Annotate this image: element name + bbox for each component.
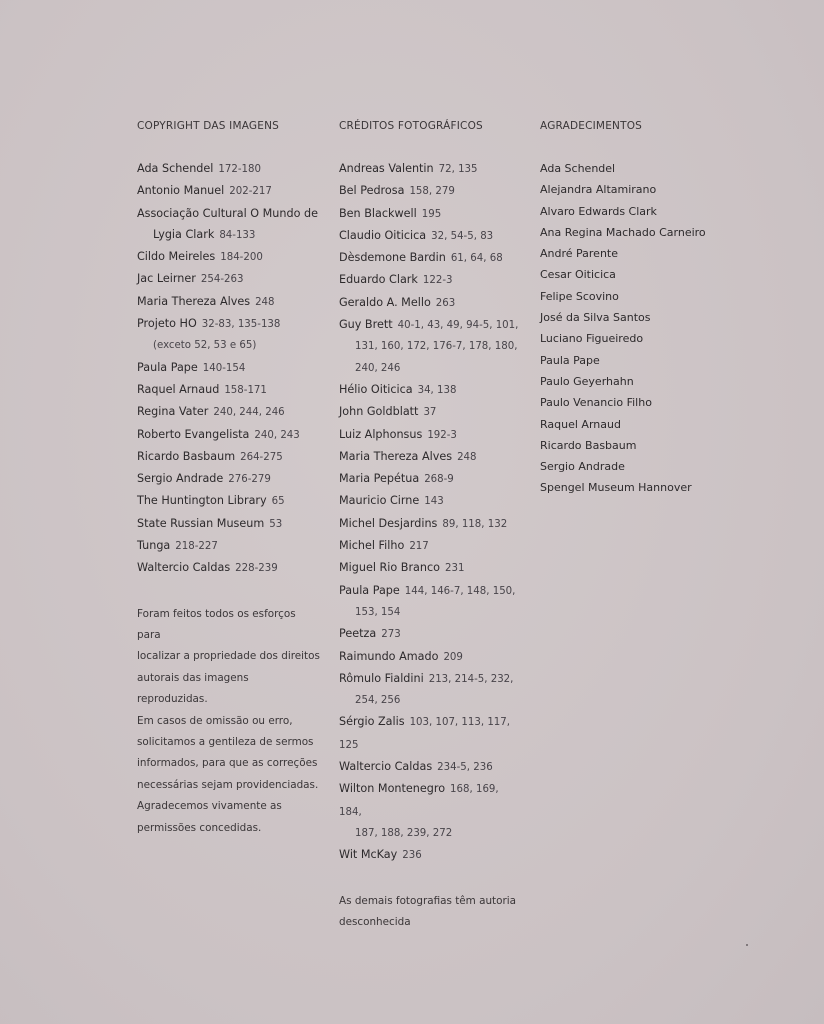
acknowledgement-name: Cesar Oiticica bbox=[540, 268, 616, 282]
entry-name: Roberto Evangelista bbox=[137, 427, 250, 441]
credit-entry bbox=[137, 203, 322, 224]
acknowledgement-name: Paulo Geyerhahn bbox=[540, 374, 634, 388]
entry-pages: 218-227 bbox=[175, 541, 218, 553]
credit-entry bbox=[137, 335, 322, 356]
entry-pages: 276-279 bbox=[228, 474, 271, 486]
entry-name: Raimundo Amado bbox=[339, 649, 439, 663]
entry-pages: 40-1, 43, 49, 94-5, 101, bbox=[397, 320, 519, 332]
credit-entry bbox=[339, 468, 524, 490]
entry-pages: 228-239 bbox=[235, 563, 278, 575]
entry-name: Andreas Valentin bbox=[339, 162, 434, 175]
credit-entry bbox=[339, 379, 524, 401]
credit-entry bbox=[339, 535, 524, 557]
credit-entry bbox=[137, 424, 322, 446]
credit-entry bbox=[339, 490, 524, 512]
credit-entry bbox=[339, 778, 524, 823]
entry-name: Projeto HO bbox=[137, 317, 197, 331]
entry-name: Regina Vater bbox=[137, 405, 209, 419]
credit-entry bbox=[137, 379, 322, 401]
entry-name: Cildo Meireles bbox=[137, 250, 216, 264]
acknowledgements-list bbox=[540, 158, 740, 499]
entry-name: Hélio Oiticica bbox=[339, 382, 413, 396]
credit-entry bbox=[339, 513, 524, 535]
entry-pages: 131, 160, 172, 176-7, 178, 180, bbox=[355, 341, 518, 353]
credit-entry bbox=[339, 247, 524, 269]
entry-name: Sergio Andrade bbox=[137, 472, 224, 486]
entry-pages: (exceto 52, 53 e 65) bbox=[153, 340, 257, 352]
credit-entry bbox=[137, 224, 322, 246]
entry-name: Luiz Alphonsus bbox=[339, 427, 423, 441]
credit-entry bbox=[339, 668, 524, 690]
entry-pages: 234-5, 236 bbox=[437, 762, 493, 774]
credit-entry bbox=[339, 646, 524, 668]
entry-pages: 254, 256 bbox=[355, 695, 401, 707]
acknowledgement-name: Sergio Andrade bbox=[540, 460, 625, 474]
entry-name: Rômulo Fialdini bbox=[339, 671, 424, 685]
entry-pages: 53 bbox=[269, 518, 283, 530]
entry-name: Ricardo Basbaum bbox=[137, 449, 236, 463]
credit-entry bbox=[339, 203, 524, 225]
copyright-heading: COPYRIGHT DAS IMAGENS bbox=[137, 120, 280, 132]
entry-pages: 158, 279 bbox=[409, 186, 455, 198]
entry-pages: 122-3 bbox=[422, 275, 453, 287]
credit-entry bbox=[339, 336, 524, 357]
entry-name: Guy Brett bbox=[339, 318, 393, 332]
entry-pages: 32-83, 135-138 bbox=[201, 319, 281, 331]
entry-name: Dèsdemone Bardin bbox=[339, 251, 446, 265]
entry-name: Antonio Manuel bbox=[137, 184, 225, 198]
credit-entry bbox=[137, 468, 322, 490]
credits-heading: CRÉDITOS FOTOGRÁFICOS bbox=[339, 120, 483, 132]
entry-pages: 236 bbox=[402, 850, 422, 862]
entry-pages: 263 bbox=[435, 297, 456, 309]
credit-entry bbox=[339, 844, 524, 866]
entry-pages: 34, 138 bbox=[417, 384, 457, 396]
credit-entry bbox=[339, 823, 524, 844]
entry-pages: 248 bbox=[255, 296, 275, 308]
entry-pages: 184-200 bbox=[220, 252, 263, 264]
entry-pages: 144, 146-7, 148, 150, bbox=[404, 585, 516, 597]
entry-name: Maria Pepétua bbox=[339, 472, 420, 486]
entry-name: The Huntington Library bbox=[137, 494, 267, 508]
credit-entry bbox=[137, 268, 322, 290]
entry-name: Associação Cultural O Mundo de bbox=[137, 206, 318, 220]
copyright-column bbox=[137, 117, 322, 839]
entry-pages: 217 bbox=[409, 541, 429, 553]
entry-pages: 72, 135 bbox=[438, 164, 478, 175]
copyright-list bbox=[137, 158, 322, 580]
credit-entry bbox=[339, 180, 524, 202]
credit-entry bbox=[137, 291, 322, 313]
credit-entry bbox=[137, 401, 322, 423]
entry-name: Mauricio Cirne bbox=[339, 494, 420, 508]
credit-entry bbox=[339, 269, 524, 291]
acknowledgement-name: Raquel Arnaud bbox=[540, 417, 621, 431]
credit-entry bbox=[339, 602, 524, 623]
entry-pages: 172-180 bbox=[218, 164, 261, 175]
entry-name: Bel Pedrosa bbox=[339, 184, 405, 198]
credit-entry bbox=[339, 292, 524, 314]
entry-pages: 153, 154 bbox=[355, 606, 401, 618]
entry-pages: 240, 243 bbox=[254, 429, 300, 441]
credit-entry bbox=[339, 711, 524, 756]
entry-pages: 240, 246 bbox=[355, 362, 401, 374]
acknowledgement-name: Luciano Figueiredo bbox=[540, 332, 644, 346]
entry-pages: 158-171 bbox=[224, 384, 267, 396]
entry-name: Geraldo A. Mello bbox=[339, 295, 431, 309]
acknowledgement-name: Alvaro Edwards Clark bbox=[540, 204, 657, 218]
acknowledgement-name: José da Silva Santos bbox=[540, 311, 651, 325]
credit-entry bbox=[339, 225, 524, 247]
credit-entry bbox=[339, 580, 524, 602]
credit-entry bbox=[137, 313, 322, 335]
credit-entry bbox=[339, 446, 524, 468]
entry-pages: 143 bbox=[424, 496, 444, 508]
entry-pages: 103, 107, 113, 117, 125 bbox=[339, 717, 511, 751]
entry-pages: 231 bbox=[445, 563, 465, 575]
entry-pages: 195 bbox=[421, 208, 442, 220]
credit-entry bbox=[137, 158, 322, 180]
entry-pages: 32, 54-5, 83 bbox=[431, 230, 494, 242]
entry-pages: 192-3 bbox=[427, 429, 457, 441]
entry-name: Paula Pape bbox=[339, 583, 400, 597]
acknowledgement-name: André Parente bbox=[540, 247, 619, 261]
credit-entry bbox=[137, 535, 322, 557]
entry-name: Peetza bbox=[339, 627, 377, 641]
entry-pages: 140-154 bbox=[202, 362, 246, 374]
acknowledgement-name: Ana Regina Machado Carneiro bbox=[540, 225, 706, 239]
entry-pages: 202-217 bbox=[229, 186, 272, 198]
entry-name: Maria Thereza Alves bbox=[339, 449, 453, 463]
credit-entry bbox=[137, 513, 322, 535]
entry-name: Michel Filho bbox=[339, 539, 405, 553]
entry-pages: 268-9 bbox=[424, 474, 454, 486]
credit-entry bbox=[339, 358, 524, 379]
acknowledgement-name: Alejandra Altamirano bbox=[540, 183, 657, 197]
credit-entry bbox=[339, 424, 524, 446]
entry-name: Eduardo Clark bbox=[339, 273, 418, 287]
entry-name: Wilton Montenegro bbox=[339, 782, 446, 796]
entry-pages: 65 bbox=[271, 496, 285, 508]
entry-pages: 213, 214-5, 232, bbox=[428, 673, 514, 685]
entry-name: Paula Pape bbox=[137, 360, 198, 374]
entry-name: Michel Desjardins bbox=[339, 516, 438, 530]
entry-pages: 273 bbox=[381, 629, 401, 641]
entry-pages: 254-263 bbox=[200, 274, 244, 286]
entry-name: Ben Blackwell bbox=[339, 206, 417, 220]
acknowledgement-name: Spengel Museum Hannover bbox=[540, 481, 692, 495]
credit-entry bbox=[339, 557, 524, 579]
entry-pages: 240, 244, 246 bbox=[213, 407, 285, 419]
credit-entry bbox=[137, 246, 322, 268]
entry-name: Ada Schendel bbox=[137, 162, 214, 175]
credit-entry bbox=[339, 690, 524, 711]
entry-name: Lygia Clark bbox=[153, 227, 215, 241]
acknowledgement-name: Paulo Venancio Filho bbox=[540, 396, 652, 410]
entry-name: State Russian Museum bbox=[137, 516, 265, 530]
entry-name: Miguel Rio Branco bbox=[339, 561, 440, 575]
acknowledgement-name: Ricardo Basbaum bbox=[540, 438, 637, 452]
entry-name: Claudio Oiticica bbox=[339, 228, 427, 242]
paper-speck bbox=[746, 944, 748, 946]
entry-name: Waltercio Caldas bbox=[339, 760, 433, 774]
acknowledgement-name: Ada Schendel bbox=[540, 162, 616, 175]
credit-entry bbox=[137, 557, 322, 579]
credit-entry bbox=[137, 490, 322, 512]
acknowledgements-heading: AGRADECIMENTOS bbox=[540, 120, 643, 132]
credit-entry bbox=[137, 180, 322, 202]
entry-name: John Goldblatt bbox=[339, 405, 419, 419]
entry-name: Waltercio Caldas bbox=[137, 561, 231, 575]
entry-name: Jac Leirner bbox=[137, 272, 196, 286]
entry-pages: 84-133 bbox=[219, 229, 256, 241]
credit-entry bbox=[339, 756, 524, 778]
entry-name: Wit McKay bbox=[339, 848, 398, 862]
entry-name: Tunga bbox=[137, 539, 171, 553]
credits-column bbox=[339, 117, 524, 933]
copyright-note: Foram feitos todos os esforços para localizar a propriedade dos direitos autorais das imagens reproduzidas. Em casos de omissão ou erro, solicitamos a gentileza de sermos informados, para que as correções necessárias sejam providenciadas. Agradecemos vivamente as permissões concedidas. bbox=[137, 607, 320, 834]
entry-pages: 89, 118, 132 bbox=[442, 518, 508, 530]
acknowledgement-name: Felipe Scovino bbox=[540, 289, 619, 303]
credit-entry bbox=[339, 401, 524, 423]
entry-name: Raquel Arnaud bbox=[137, 382, 220, 396]
entry-name: Maria Thereza Alves bbox=[137, 294, 251, 308]
acknowledgement-name: Paula Pape bbox=[540, 353, 600, 367]
credit-entry bbox=[339, 158, 524, 180]
entry-pages: 209 bbox=[443, 651, 463, 663]
credit-entry bbox=[137, 357, 322, 379]
credit-entry bbox=[137, 446, 322, 468]
acknowledgements-column bbox=[540, 117, 740, 499]
credits-list bbox=[339, 158, 524, 867]
entry-pages: 37 bbox=[423, 407, 437, 419]
credit-entry bbox=[339, 623, 524, 645]
entry-pages: 264-275 bbox=[240, 451, 283, 463]
credits-note: As demais fotografias têm autoria desconhecida bbox=[339, 894, 517, 928]
credit-entry bbox=[339, 314, 524, 336]
entry-pages: 248 bbox=[457, 451, 477, 463]
entry-name: Sérgio Zalis bbox=[339, 715, 405, 729]
entry-pages: 187, 188, 239, 272 bbox=[355, 827, 453, 839]
entry-pages: 168, 169, 184, bbox=[339, 784, 499, 818]
entry-pages: 61, 64, 68 bbox=[450, 253, 503, 265]
